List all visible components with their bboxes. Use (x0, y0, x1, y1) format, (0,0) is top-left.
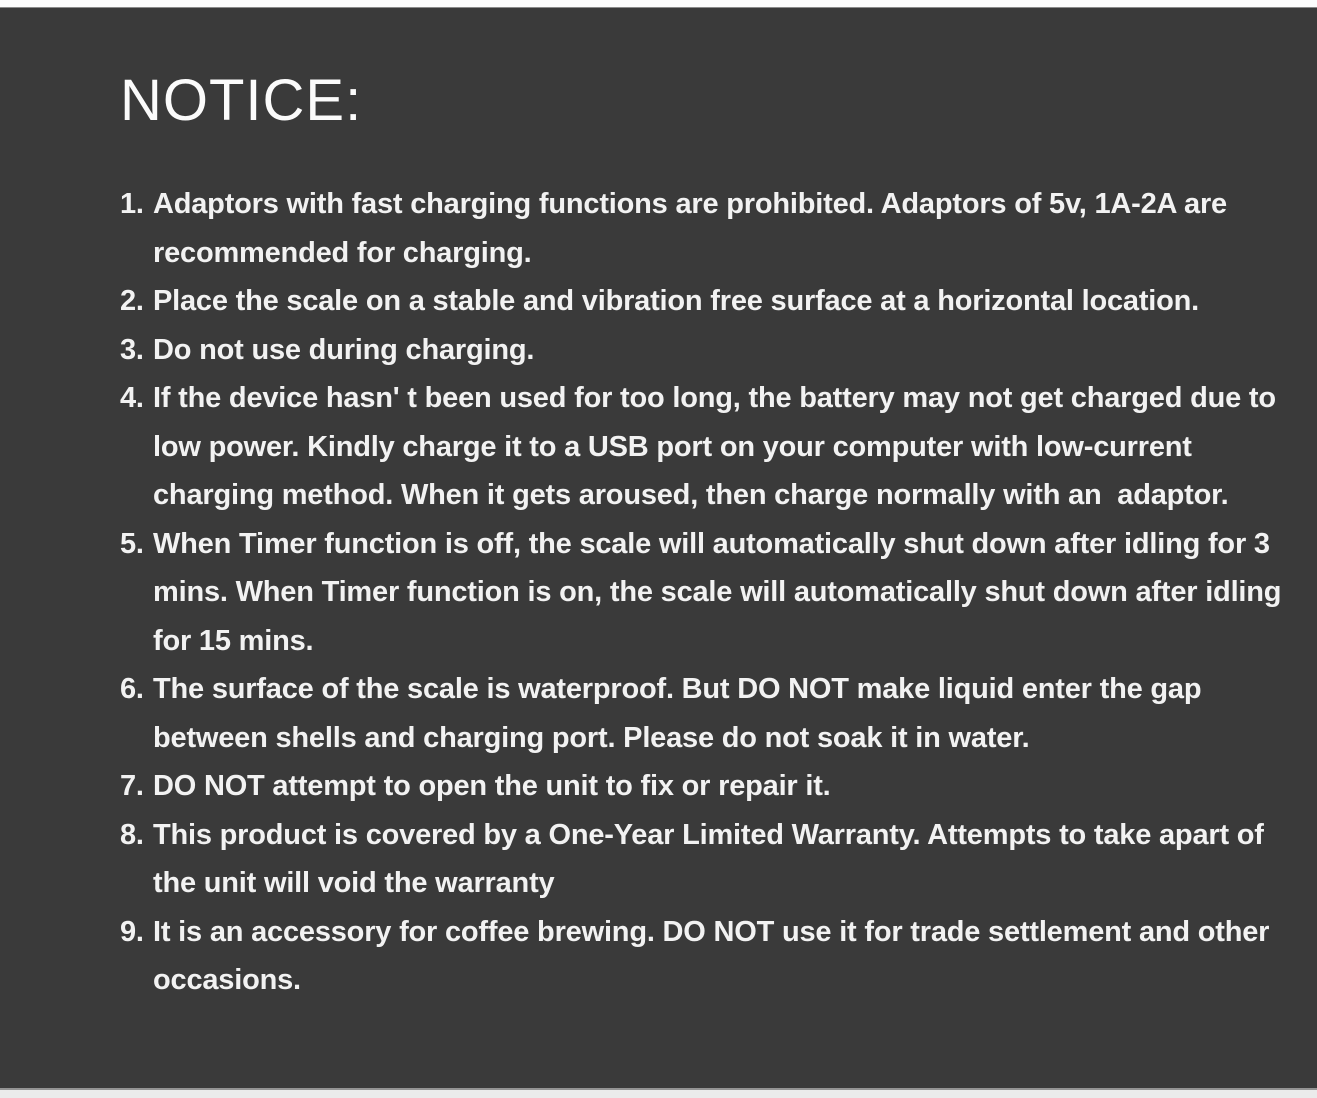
item-text (153, 180, 1269, 277)
item-line: the unit will void the warranty (153, 867, 555, 899)
item-number: 7. (120, 770, 144, 802)
item-line: It is an accessory for coffee brewing. DO NOT use it for trade settlement and other (153, 915, 1270, 948)
notice-item-2 (120, 277, 1269, 326)
item-line: This product is covered by a One-Year Limited Warranty. Attempts to take apart of (153, 818, 1264, 851)
notice-item-7 (120, 762, 1269, 811)
item-number: 1. (120, 188, 144, 220)
notice-item-5 (120, 520, 1282, 666)
item-line: When Timer function is off, the scale will automatically shut down after idling for 3 (153, 527, 1270, 560)
item-line: low power. Kindly charge it to a USB port on your computer with low-current (153, 430, 1192, 463)
notice-list (120, 180, 1282, 1005)
item-line: Adaptors with fast charging functions are prohibited. Adaptors of 5v, 1A-2A are (153, 188, 1227, 220)
item-line: Do not use during charging. (153, 333, 535, 366)
page-top-edge (0, 0, 1317, 8)
item-text (153, 762, 1269, 811)
notice-item-8 (120, 811, 1269, 908)
item-text (153, 665, 1269, 762)
notice-title: NOTICE: (120, 68, 363, 133)
item-text (153, 277, 1269, 326)
item-text (153, 326, 1269, 375)
item-line: Place the scale on a stable and vibration free surface at a horizontal location. (153, 285, 1200, 317)
item-number: 2. (120, 285, 144, 317)
notice-item-3 (120, 326, 1269, 375)
item-number: 3. (120, 333, 144, 366)
notice-item-4 (120, 374, 1276, 520)
notice-item-1 (120, 180, 1269, 277)
item-line: If the device hasn' t been used for too long, the battery may not get charged due to (153, 382, 1276, 414)
item-text (153, 374, 1276, 520)
item-number: 9. (120, 915, 144, 948)
item-number: 8. (120, 818, 144, 851)
item-line: recommended for charging. (153, 236, 532, 269)
notice-item-9 (120, 908, 1269, 1005)
item-text (153, 811, 1269, 908)
notice-item-6 (120, 665, 1269, 762)
item-text (153, 520, 1282, 666)
item-line: occasions. (153, 964, 301, 996)
item-line: for 15 mins. (153, 624, 314, 657)
item-number: 6. (120, 673, 144, 705)
item-number: 5. (120, 527, 144, 560)
item-text (153, 908, 1269, 1005)
item-line: The surface of the scale is waterproof. But DO NOT make liquid enter the gap (153, 673, 1202, 705)
item-line: between shells and charging port. Please do not soak it in water. (153, 721, 1030, 754)
item-line: mins. When Timer function is on, the scale will automatically shut down after idling (153, 576, 1282, 608)
notice-panel (0, 8, 1317, 1090)
item-line: charging method. When it gets aroused, then charge normally with an adaptor. (153, 479, 1229, 511)
item-number: 4. (120, 382, 144, 414)
item-line: DO NOT attempt to open the unit to fix or repair it. (153, 770, 831, 802)
